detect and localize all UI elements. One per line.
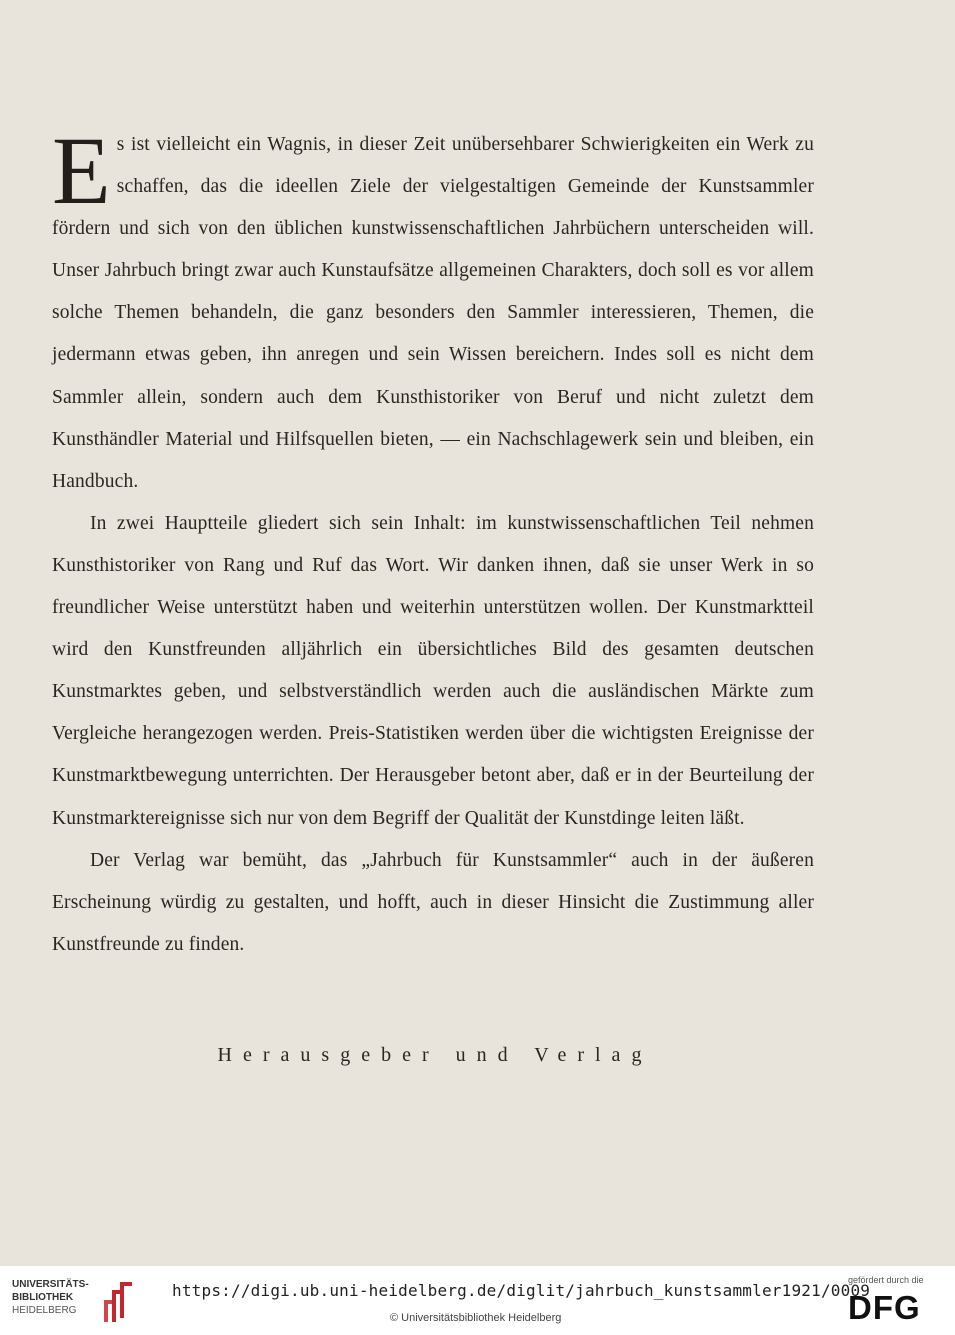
library-line-3: HEIDELBERG [12, 1305, 77, 1316]
library-line-2: BIBLIOTHEK [12, 1292, 74, 1303]
paragraph-3: Der Verlag war bemüht, das „Jahrbuch für Kunstsammler“ auch in der äußeren Erscheinung würdig zu gestalten, und hofft, auch in dieser Hinsicht die Zustimmung aller Kunstfreunde zu finden. [52, 849, 814, 955]
copyright-notice: © Universitätsbibliothek Heidelberg [390, 1312, 562, 1324]
library-line-1: UNIVERSITÄTS- [12, 1279, 89, 1290]
library-logo[interactable] [12, 1278, 172, 1324]
body-text [52, 117, 814, 966]
funding-caption: gefördert durch die [848, 1275, 924, 1285]
dfg-logo: DFG [848, 1289, 921, 1326]
paragraph-1-text: s ist vielleicht ein Wagnis, in dieser Zeit unübersehbarer Schwierigkeiten ein Werk zu schaffen, das die ideellen Ziele der vielgestaltigen Gemeinde der Kunstsammler fördern und sich von den üblichen kunstwissenschaftlichen Jahrbüchern unterscheiden will. Unser Jahrbuch bringt zwar auch Kunstaufsätze allgemeinen Charakters, doch soll es vor allem solche Themen behandeln, die ganz besonders den Sammler interessieren, Themen, die jedermann etwas geben, ihn anregen und sein Wissen bereichern. Indes soll es nicht dem Sammler allein, sondern auch dem Kunsthistoriker von Beruf und nicht zuletzt dem Kunsthändler Material und Hilfsquellen bieten, — ein Nachschlagewerk sein und bleiben, ein Handbuch. [52, 134, 814, 492]
signature: Herausgeber und Verlag [217, 1044, 653, 1066]
library-emblem-icon [98, 1278, 138, 1324]
drop-cap: E [52, 117, 111, 224]
library-name [12, 1278, 89, 1317]
paragraph-2: In zwei Hauptteile gliedert sich sein Inhalt: im kunstwissenschaftlichen Teil nehmen Kunsthistoriker von Rang und Ruf das Wort. Wir danken ihnen, daß sie unser Werk in so freundlicher Weise unterstützt haben und weiterhin unterstützen wollen. Der Kunstmarktteil wird den Kunstfreunden alljährlich ein übersichtliches Bild des gesamten deutschen Kunstmarktes geben, und selbstverständlich werden auch die ausländischen Märkte zum Vergleiche herangezogen werden. Preis-Statistiken werden über die wichtigsten Ereignisse der Kunstmarktbewegung unterrichten. Der Herausgeber betont aber, daß er in der Beurteilung der Kunstmarktereignisse sich nur von dem Begriff der Qualität der Kunstdinge leiten läßt. [52, 512, 814, 829]
footer-bar [0, 1266, 955, 1335]
funding-block[interactable] [848, 1275, 948, 1331]
paragraph-1 [52, 117, 814, 503]
document-url-link[interactable]: https://digi.ub.uni-heidelberg.de/diglit/jahrbuch_kunstsammler1921/0009 [172, 1281, 871, 1300]
